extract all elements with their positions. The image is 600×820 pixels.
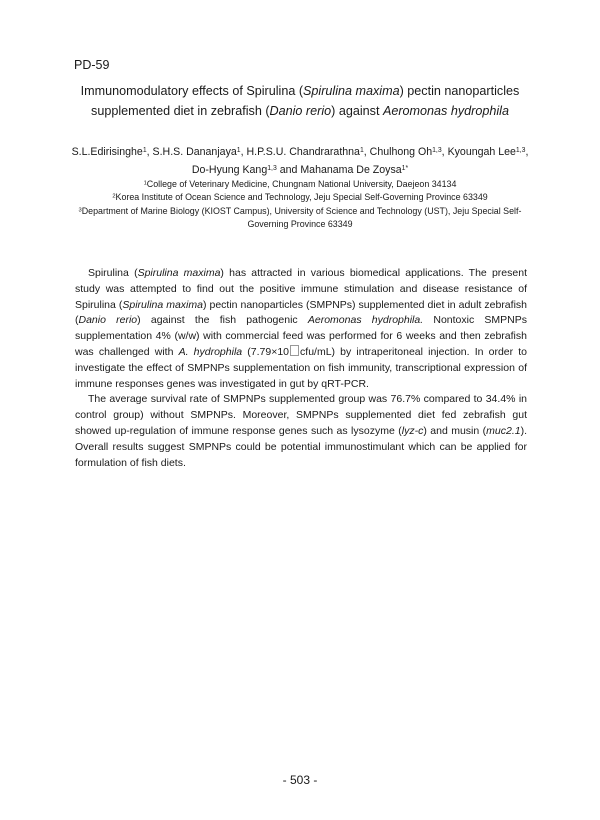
author-name: S.L.Edirisinghe xyxy=(71,146,143,158)
page-number: - 503 - xyxy=(282,773,318,787)
author-name: Chulhong Oh xyxy=(369,146,433,158)
author-name: H.P.S.U. Chandrarathna xyxy=(246,146,360,158)
author-name: S.H.S. Dananjaya xyxy=(152,146,237,158)
affiliation: $^2$Korea Institute of Ocean Science and Technology, Jeju Special Self-Governing Province 63349 xyxy=(112,192,488,203)
abstract xyxy=(75,266,527,471)
author-list: S.L.Edirisinghe$^1$, S.H.S. Dananjaya$^1$, H.P.S.U. Chandrarathna$^1$, Chulhong Oh$^{1,3}$, Kyoungah Lee$^{1,3}$, Do-Hyung Kang$^{1,3}$ and Mahanama De Zoysa$^{1*}$ xyxy=(71,146,529,176)
affiliation: $^3$Department of Marine Biology (KIOST Campus), University of Science and Technology (UST), Jeju Special Self-Governing Province 63349 xyxy=(78,205,522,229)
author-name: Kyoungah Lee xyxy=(447,146,516,158)
paper-title: Immunomodulatory effects of Spirulina (Spirulina maxima) pectin nanoparticles supplemented diet in zebrafish (Danio rerio) against Aeromonas hydrophila xyxy=(80,84,520,118)
author-name: Mahanama De Zoysa xyxy=(300,164,402,176)
missing-glyph-box xyxy=(290,345,299,356)
abstract-paragraph: The average survival rate of SMPNPs supplemented group was 76.7% compared to 34.4% in control group) without SMPNPs. Moreover, SMPNPs supplemented diet fed zebrafish gut showed up-regulation of immune response genes such as lysozyme (lyz-c) and musin (muc2.1). Overall results suggest SMPNPs could be potential immunostimulant which can be applied for formulation of fish diets. xyxy=(75,393,527,469)
paper-code: PD-59 xyxy=(74,58,110,72)
affiliation-list xyxy=(66,178,534,231)
affiliation: $^1$College of Veterinary Medicine, Chungnam National University, Daejeon 34134 xyxy=(143,179,457,189)
abstract-paragraph: Spirulina (Spirulina maxima) has attracted in various biomedical applications. The present study was attempted to find out the positive immune stimulation and disease resistance of Spirulina (Spirulina maxima) pectin nanoparticles (SMPNPs) supplemented diet in adult zebrafish (Danio rerio) against the fish pathogenic Aeromonas hydrophila. Nontoxic SMPNPs supplementation 4% (w/w) with commercial feed was performed for 6 weeks and then zebrafish was challenged with A. hydrophila (7.79×10 cfu/mL) by intraperitoneal injection. In order to investigate the effect of SMPNPs supplementation on fish immunity, transcriptional expression of immune responses genes was investigated in gut by qRT-PCR. xyxy=(75,267,528,390)
author-name: Do-Hyung Kang xyxy=(191,164,268,176)
